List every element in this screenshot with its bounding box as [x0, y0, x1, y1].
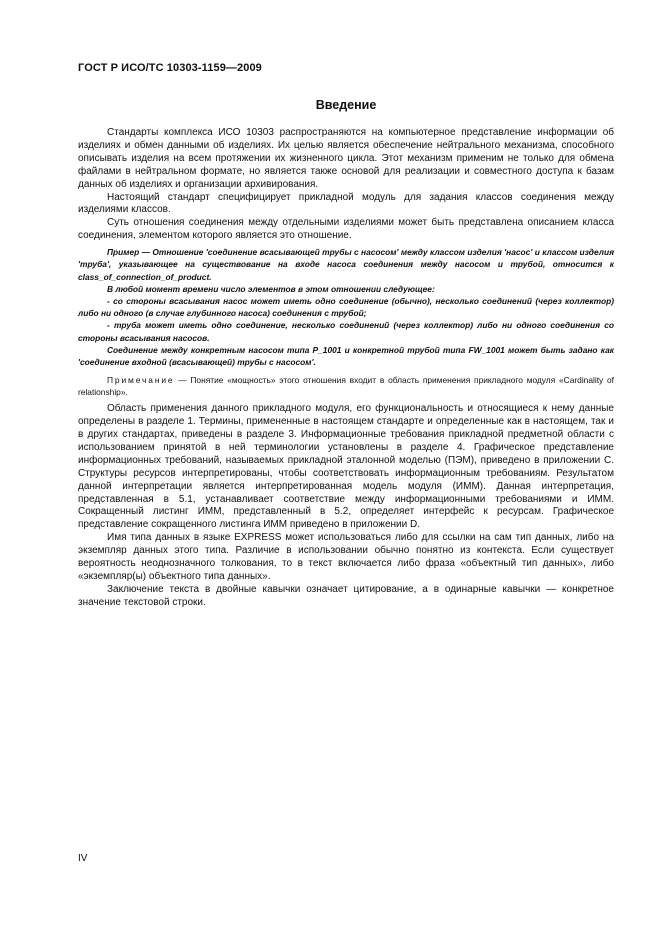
note-text: — Понятие «мощность» этого отношения входит в область применения прикладного модуля «Cardinality of relationship».	[78, 375, 614, 398]
example-block	[78, 246, 614, 368]
intro-paragraph: Настоящий стандарт специфицирует прикладной модуль для задания классов соединения между изделиями классов.	[78, 191, 614, 216]
body-paragraph: Заключение текста в двойные кавычки означает цитирование, а в одинарные кавычки — конкретное значение текстовой строки.	[78, 583, 614, 608]
example-paragraph: - труба может иметь одно соединение, несколько соединений (через коллектор) либо ни одного соединения со стороны всасывания насосов.	[78, 320, 614, 343]
section-title: Введение	[315, 98, 377, 112]
page-number: IV	[78, 853, 88, 864]
example-paragraph: В любой момент времени число элементов в этом отношении следующее:	[107, 283, 435, 294]
note-label: Примечание	[107, 375, 175, 386]
body-paragraph: Область применения данного прикладного модуля, его функциональность и относящиеся к нему данные определены в разделе 1. Термины, примененные в настоящем стандарте и определенные как в настоящем, так и в других стандартах, приведены в разделе 3. Информационные требования прикладной предметной области с использованием принятой в ней терминологии установлены в разделе 4. Графическое представление информационных требований, называемых прикладной эталонной моделью (ПЭМ), приведено в приложении С. Структуры ресурсов интерпретированы, чтобы соответствовать информационным требованиям. Результатом данной интерпретации является интерпретированная модель модуля (ИММ). Данная интерпретация, представленная в 5.1, устанавливает соответствие между информационными требованиями и ИММ. Сокращенный листинг ИММ, представленный в 5.2, определяет интерфейс к ресурсам. Графическое представление сокращенного листинга ИММ приведено в приложении D.	[78, 403, 614, 531]
intro-paragraph: Стандарты комплекса ИСО 10303 распространяются на компьютерное представление информации об изделиях и обмен данными об изделиях. Их целью является обеспечение нейтрального механизма, способного описывать изделия на всем протяжении их жизненного цикла. Этот механизм применим не только для обмена файлами в нейтральном формате, но является также основой для реализации и совместного доступа к базам данных об изделиях и организации архивирования.	[78, 127, 614, 190]
document-header: ГОСТ Р ИСО/ТС 10303-1159—2009	[78, 62, 262, 74]
document-page	[78, 62, 614, 610]
body-paragraph: Имя типа данных в языке EXPRESS может использоваться либо для ссылки на сам тип данных, либо на экземпляр данных этого типа. Различие в использовании обычно понятно из контекста. Если существует вероятность неоднозначного толкования, то в текст включается либо фраза «объектный тип данных», либо «экземпляр(ы) объектного типа данных».	[78, 532, 614, 582]
intro-paragraph: Суть отношения соединения между отдельными изделиями может быть представлена описанием класса соединения, элементом которого является это отношение.	[78, 217, 614, 242]
example-paragraph: Пример — Отношение 'соединение всасывающей трубы с насосом' между классом изделия 'насос' и классом изделия 'труба', указывающее на существование на входе насоса соединения между насосом и трубой, относится к class_of_connection_of_product.	[78, 247, 614, 282]
example-paragraph: - со стороны всасывания насос может иметь одно соединение (обычно), несколько соединений (через коллектор) либо ни одного (в случае глубинного насоса) соединения с трубой;	[78, 295, 614, 319]
example-paragraph: Соединение между конкретным насосом типа P_1001 и конкретной трубой типа FW_1001 может быть задано как 'соединение входной (всасывающей) трубы с насосом'.	[78, 344, 614, 367]
note	[78, 374, 614, 398]
